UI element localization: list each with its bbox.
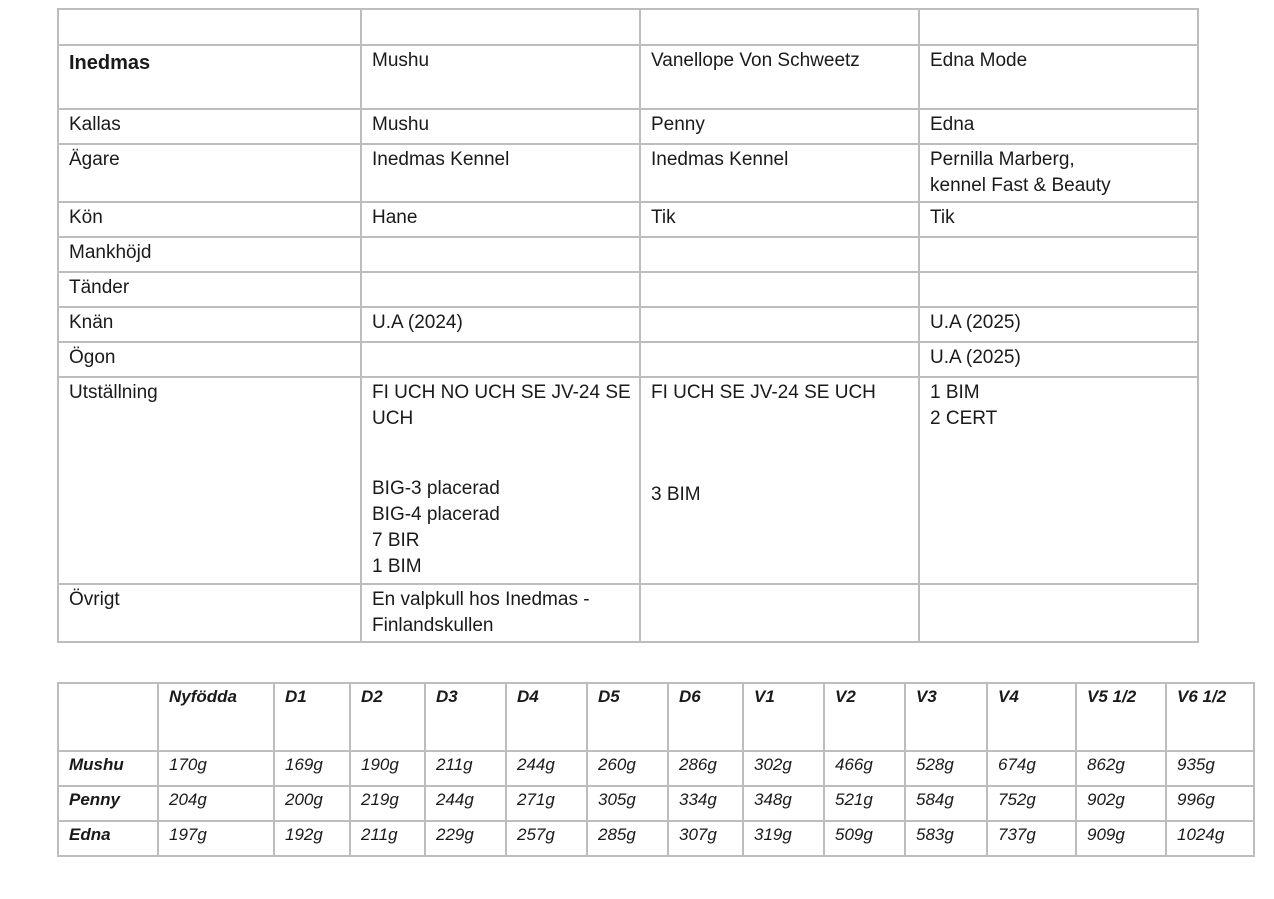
weight-cell: 307g (668, 821, 743, 856)
info-cell: U.A (2025) (919, 307, 1198, 342)
weight-cell: 583g (905, 821, 987, 856)
info-cell (919, 272, 1198, 307)
owner-line: kennel Fast & Beauty (930, 175, 1111, 196)
weight-cell: 302g (743, 751, 824, 786)
column-header: V3 (905, 683, 987, 751)
weight-cell: 334g (668, 786, 743, 821)
weight-cell: 257g (506, 821, 587, 856)
column-header: V4 (987, 683, 1076, 751)
info-row-utstallning (58, 377, 1198, 584)
info-row-kon (58, 202, 1198, 237)
info-cell: Edna (919, 109, 1198, 144)
info-cell: Tik (640, 202, 919, 237)
weight-cell: 271g (506, 786, 587, 821)
column-header: D3 (425, 683, 506, 751)
weight-cell: 996g (1166, 786, 1254, 821)
weight-cell: 319g (743, 821, 824, 856)
weight-cell: 935g (1166, 751, 1254, 786)
info-row-agare (58, 144, 1198, 202)
column-header: V5 1/2 (1076, 683, 1166, 751)
column-header: Nyfödda (158, 683, 274, 751)
row-label: Ägare (58, 144, 361, 202)
row-label: Utställning (58, 377, 361, 584)
info-row-ovrigt (58, 584, 1198, 642)
show-result: BIG-4 placerad (372, 504, 500, 525)
row-label: Kallas (58, 109, 361, 144)
row-label: Knän (58, 307, 361, 342)
weight-cell: 305g (587, 786, 668, 821)
row-label: Kön (58, 202, 361, 237)
info-cell (640, 237, 919, 272)
column-header: V2 (824, 683, 905, 751)
info-cell (361, 272, 640, 307)
weight-cell: 204g (158, 786, 274, 821)
weight-cell: 170g (158, 751, 274, 786)
weight-header-row (58, 683, 1254, 751)
info-row-knan (58, 307, 1198, 342)
weight-cell: 192g (274, 821, 350, 856)
dog-name-edna: Edna Mode (919, 45, 1198, 109)
weight-cell: 737g (987, 821, 1076, 856)
weight-cell: 169g (274, 751, 350, 786)
weight-cell: 244g (506, 751, 587, 786)
info-cell: Mushu (361, 109, 640, 144)
info-cell: U.A (2024) (361, 307, 640, 342)
info-cell (640, 272, 919, 307)
weight-cell: 190g (350, 751, 425, 786)
dog-info-table (57, 8, 1199, 643)
weight-cell: 348g (743, 786, 824, 821)
weight-cell: 752g (987, 786, 1076, 821)
info-cell (640, 144, 919, 202)
column-header: D2 (350, 683, 425, 751)
weight-cell: 902g (1076, 786, 1166, 821)
show-result: 7 BIR (372, 530, 420, 551)
weight-row-penny (58, 786, 1254, 821)
show-result: BIG-3 placerad (372, 478, 500, 499)
weight-cell: 1024g (1166, 821, 1254, 856)
weight-cell: 285g (587, 821, 668, 856)
info-row-ogon (58, 342, 1198, 377)
show-result: FI UCH SE JV-24 SE UCH (651, 382, 876, 403)
weight-cell: 286g (668, 751, 743, 786)
column-header: D5 (587, 683, 668, 751)
row-label: Ögon (58, 342, 361, 377)
show-result: 1 BIM (930, 382, 980, 403)
weight-cell: 211g (425, 751, 506, 786)
column-header: V6 1/2 (1166, 683, 1254, 751)
weight-table (57, 682, 1255, 857)
dog-name-penny: Vanellope Von Schweetz (640, 45, 919, 109)
weight-cell: 909g (1076, 821, 1166, 856)
row-label: Övrigt (58, 584, 361, 642)
info-cell: Penny (640, 109, 919, 144)
row-label: Tänder (58, 272, 361, 307)
puppy-name: Penny (58, 786, 158, 821)
column-header: D1 (274, 683, 350, 751)
info-row-kallas (58, 109, 1198, 144)
row-label: Mankhöjd (58, 237, 361, 272)
info-cell (361, 144, 640, 202)
weight-cell: 674g (987, 751, 1076, 786)
weight-cell: 229g (425, 821, 506, 856)
column-header: D6 (668, 683, 743, 751)
column-header: D4 (506, 683, 587, 751)
info-header-cell (361, 9, 640, 45)
show-result: 2 CERT (930, 408, 998, 429)
info-cell (640, 307, 919, 342)
owner-line: Inedmas Kennel (651, 149, 789, 170)
owner-line: Inedmas Kennel (372, 149, 510, 170)
kennel-name-label: Inedmas (58, 45, 361, 109)
show-result: UCH (372, 408, 414, 429)
puppy-name: Edna (58, 821, 158, 856)
weight-cell: 260g (587, 751, 668, 786)
info-cell (919, 237, 1198, 272)
info-cell (919, 584, 1198, 642)
column-header: V1 (743, 683, 824, 751)
weight-cell: 219g (350, 786, 425, 821)
info-cell (640, 342, 919, 377)
weight-cell: 521g (824, 786, 905, 821)
weight-cell: 244g (425, 786, 506, 821)
show-result: 3 BIM (651, 484, 701, 505)
show-results-mushu (361, 377, 640, 584)
info-cell (640, 584, 919, 642)
note-line: En valpkull hos Inedmas - (372, 589, 590, 610)
info-cell (361, 237, 640, 272)
info-cell (361, 584, 640, 642)
info-row-mankhojd (58, 237, 1198, 272)
info-row-tander (58, 272, 1198, 307)
weight-cell: 509g (824, 821, 905, 856)
weight-row-edna (58, 821, 1254, 856)
info-cell: U.A (2025) (919, 342, 1198, 377)
puppy-name: Mushu (58, 751, 158, 786)
column-header (58, 683, 158, 751)
info-header-cell (919, 9, 1198, 45)
info-cell: Hane (361, 202, 640, 237)
weight-cell: 466g (824, 751, 905, 786)
weight-cell: 211g (350, 821, 425, 856)
weight-cell: 584g (905, 786, 987, 821)
info-cell (919, 144, 1198, 202)
info-header-row (58, 9, 1198, 45)
show-result: 1 BIM (372, 556, 422, 577)
weight-row-mushu (58, 751, 1254, 786)
info-cell: Tik (919, 202, 1198, 237)
weight-cell: 528g (905, 751, 987, 786)
info-header-cell (640, 9, 919, 45)
owner-line: Pernilla Marberg, (930, 149, 1075, 170)
show-result: FI UCH NO UCH SE JV-24 SE (372, 382, 631, 403)
info-header-cell (58, 9, 361, 45)
info-cell (361, 342, 640, 377)
show-results-penny (640, 377, 919, 584)
show-results-edna (919, 377, 1198, 584)
dog-name-mushu: Mushu (361, 45, 640, 109)
note-line: Finlandskullen (372, 615, 494, 636)
weight-cell: 197g (158, 821, 274, 856)
weight-cell: 200g (274, 786, 350, 821)
info-row-name (58, 45, 1198, 109)
weight-cell: 862g (1076, 751, 1166, 786)
